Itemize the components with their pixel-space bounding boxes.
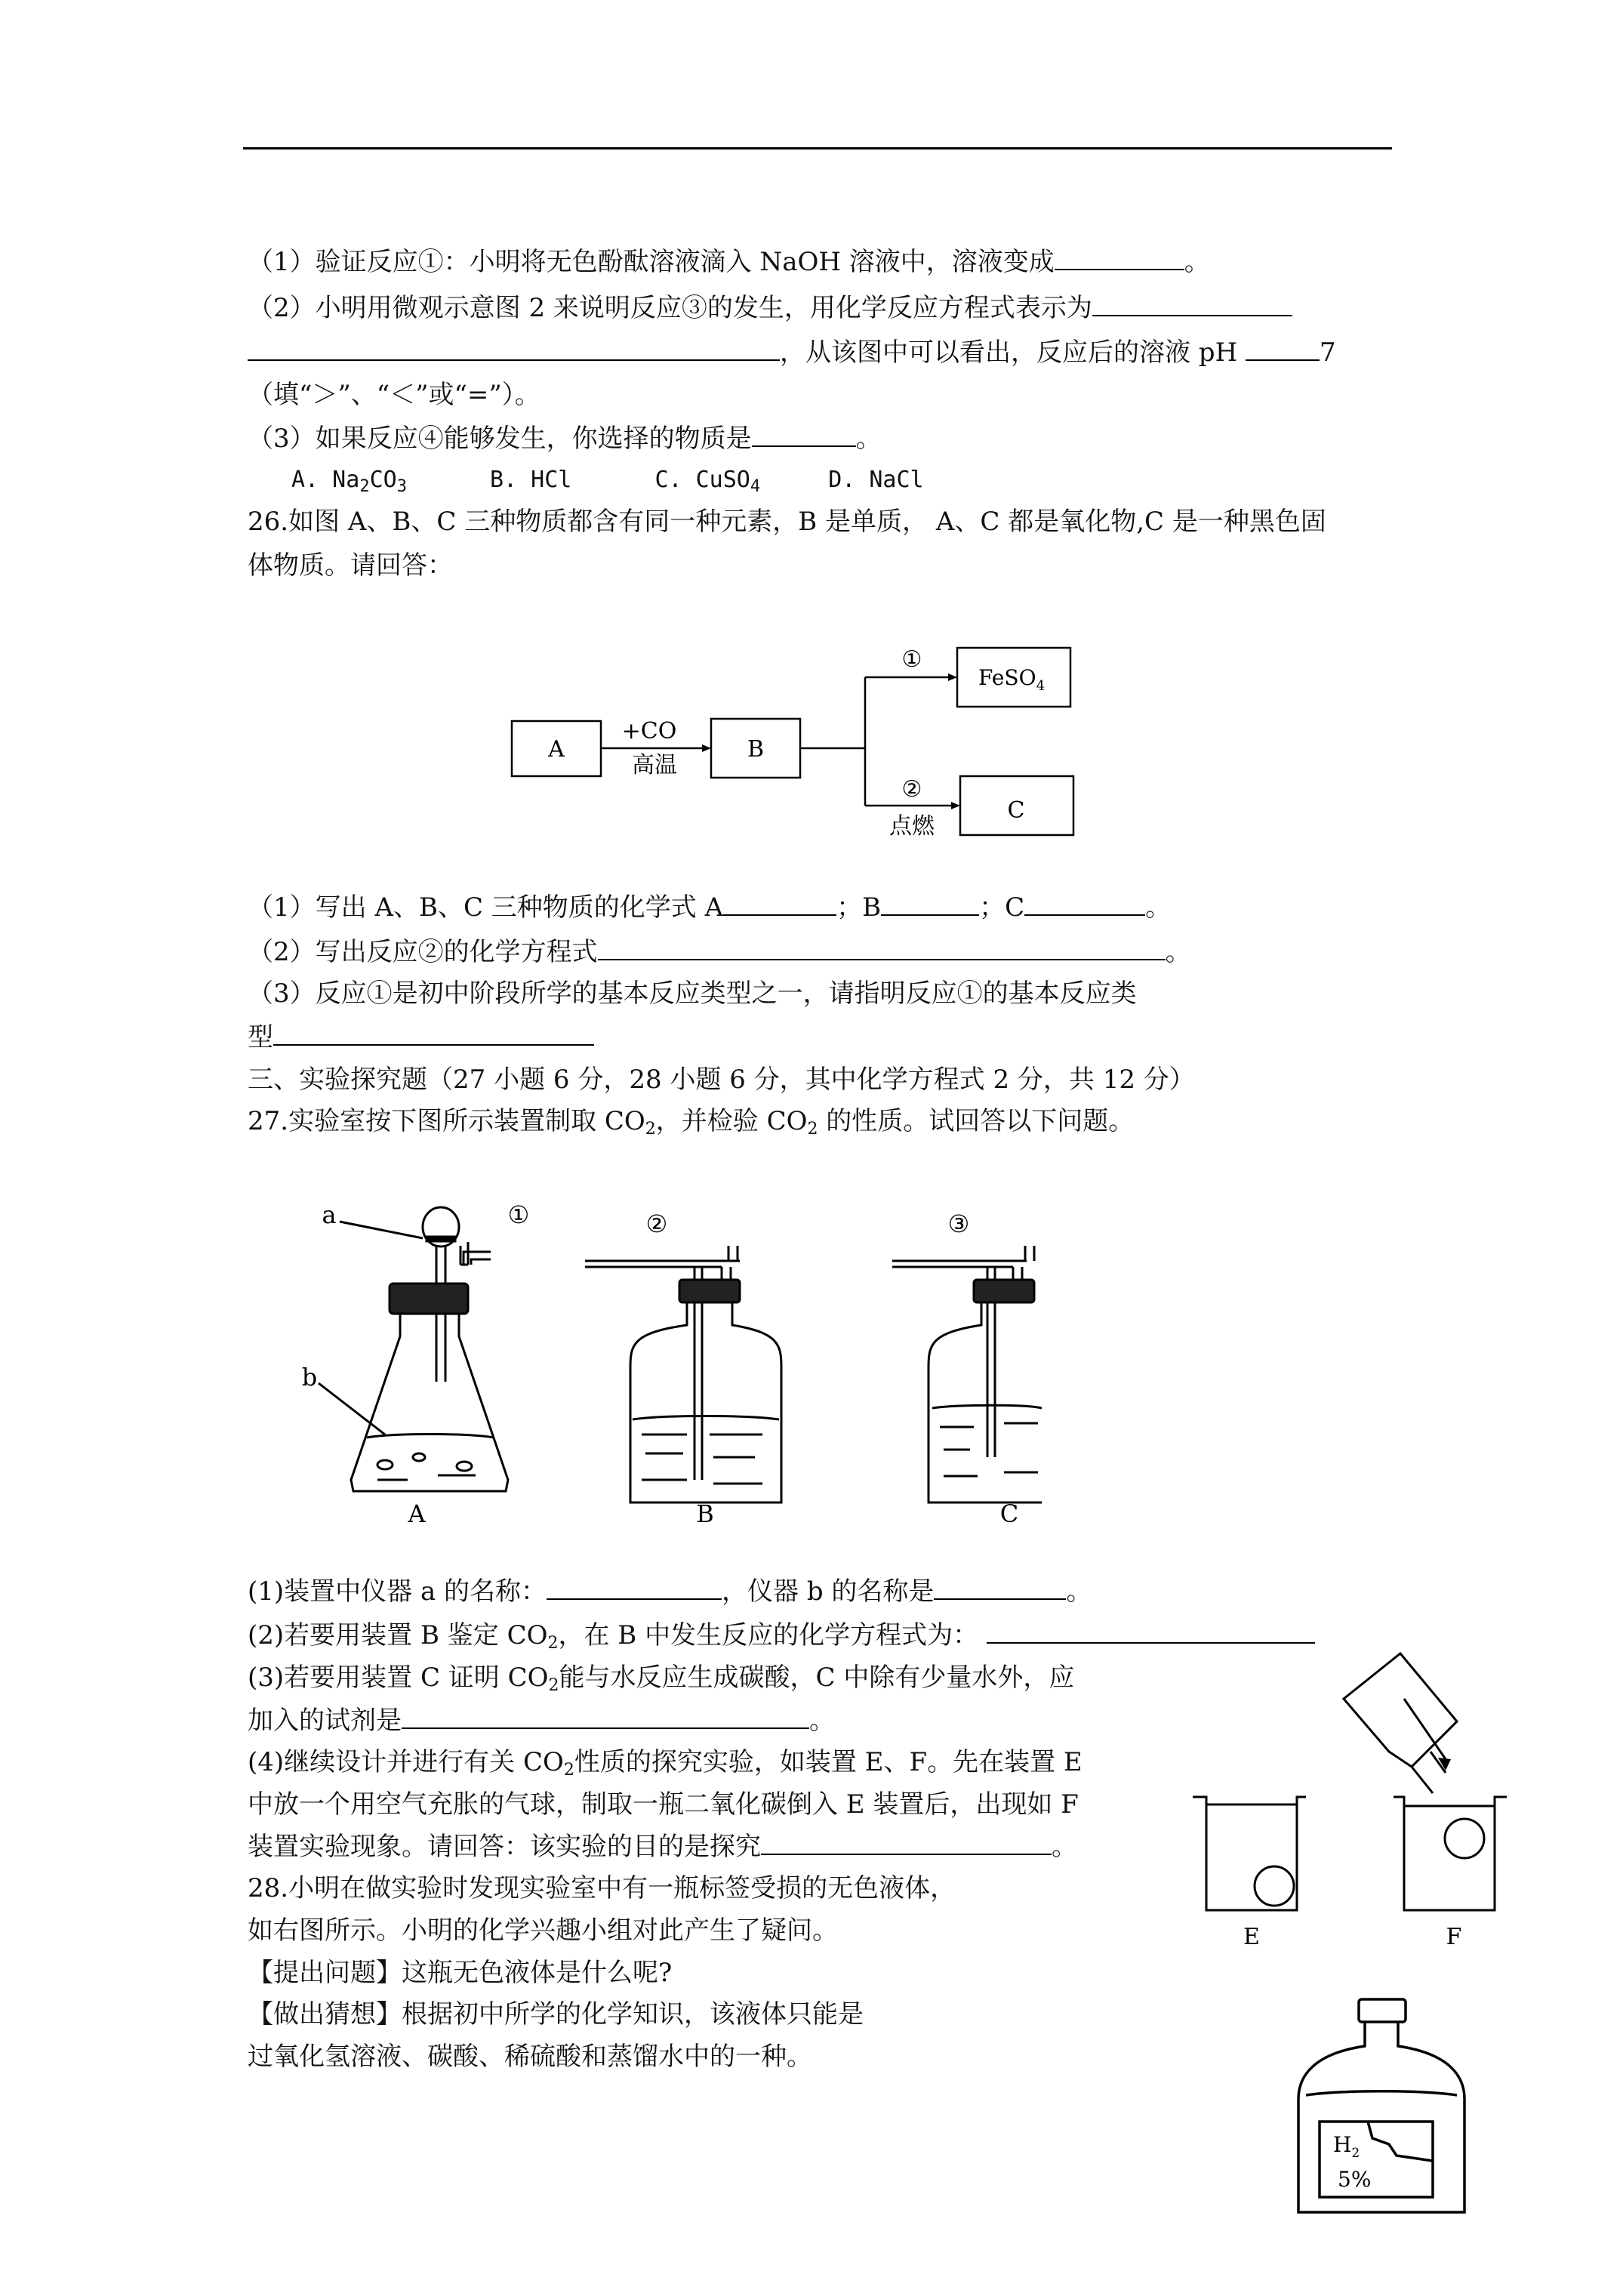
q26-part2: （2）写出反应②的化学方程式 。: [248, 937, 1191, 967]
q26-part1: （1）写出 A、B、C 三种物质的化学式 A ；B ；C 。: [248, 892, 1172, 923]
branch-2-number: ②: [901, 776, 922, 803]
q28-stem-cont: 如右图所示。小明的化学兴趣小组对此产生了疑问。: [248, 1915, 838, 1946]
reagent-bottle-figure: [1283, 1993, 1480, 2220]
q28-hypothesis: 【做出猜想】根据初中所学的化学知识，该液体只能是: [248, 1999, 864, 2029]
q27-part4: (4)继续设计并进行有关 $CO_2$性质的探究实验，如装置 E、F。先在装置 E: [248, 1747, 1083, 1780]
q25-part3: （3）如果反应④能够发生，你选择的物质是 。: [248, 424, 882, 454]
reaction-flow-diagram: [498, 634, 1102, 853]
number-1: ①: [507, 1200, 530, 1229]
header-rule: [243, 147, 1392, 149]
q27-stem: 27.实验室按下图所示装置制取 $CO_2$，并检验 $CO_2$ 的性质。试回答以下问题。: [248, 1106, 1135, 1139]
branch-1-number: ①: [901, 646, 922, 673]
q27-part3: (3)若要用装置 C 证明 $CO_2$能与水反应生成碳酸，C 中除有少量水外，应: [248, 1663, 1075, 1695]
number-2: ②: [645, 1210, 668, 1238]
q28-question: 【提出问题】这瓶无色液体是什么呢?: [248, 1958, 673, 1988]
caption-f: F: [1446, 1924, 1462, 1948]
balloon-e: [1255, 1866, 1294, 1906]
apparatus-b: [585, 1246, 781, 1502]
q25-part2: （2）小明用微观示意图 2 来说明反应③的发生，用化学反应方程式表示为: [248, 292, 1292, 323]
box-c-label: C: [1007, 797, 1025, 824]
beaker-f: [1344, 1653, 1507, 1910]
bottle-stopper: [1359, 1999, 1406, 2022]
box-b-label: B: [747, 736, 765, 763]
box-a-label: A: [548, 736, 565, 763]
apparatus-c: [892, 1246, 1042, 1502]
arrow-reagent: +CO: [621, 718, 677, 744]
bottle-label-percent: 5%: [1338, 2167, 1372, 2192]
q28-stem: 28.小明在做实验时发现实验室中有一瓶标签受损的无色液体，: [248, 1873, 956, 1903]
branch-2-condition: 点燃: [889, 813, 935, 840]
q27-part3-cont: 加入的试剂是 。: [248, 1706, 835, 1736]
q27-part4-cont2: 装置实验现象。请回答：该实验的目的是探究 。: [248, 1832, 1077, 1862]
option-c: C. CuSO$_4$: [654, 467, 761, 496]
q25-part1: （1）验证反应①：小明将无色酚酞溶液滴入 NaOH 溶液中，溶液变成 。: [248, 247, 1210, 277]
q25-options: [291, 465, 924, 495]
q26-part3-cont: 型: [248, 1022, 594, 1052]
q27-part2: (2)若要用装置 B 鉴定 $CO_2$，在 B 中发生反应的化学方程式为：: [248, 1620, 1315, 1650]
caption-c: C: [999, 1499, 1019, 1525]
number-3: ③: [947, 1210, 970, 1238]
bottle-label-formula: $H_2$: [1333, 2132, 1360, 2161]
beaker-e: [1193, 1797, 1306, 1910]
caption-a: A: [408, 1499, 426, 1525]
arrow-condition: 高温: [632, 752, 677, 778]
apparatus-a: [351, 1207, 508, 1491]
option-a: A. $Na_2CO_3$: [291, 467, 407, 496]
q25-part2-note: （填“＞”、“＜”或“=”）。: [248, 380, 540, 410]
label-a: a: [322, 1200, 337, 1229]
box-feso4-label: FeSO$_4$: [978, 665, 1046, 694]
beakers-ef-figure: [1185, 1646, 1532, 1948]
apparatus-figure: [287, 1193, 1042, 1525]
caption-b: B: [696, 1499, 714, 1525]
balloon-f: [1445, 1819, 1484, 1858]
q28-hypothesis-cont: 过氧化氢溶液、碳酸、稀硫酸和蒸馏水中的一种。: [248, 2042, 812, 2072]
q26-part3: （3）反应①是初中阶段所学的基本反应类型之一，请指明反应①的基本反应类: [248, 978, 1137, 1009]
q26-stem-cont: 体物质。请回答：: [248, 550, 453, 581]
section-heading: 三、实验探究题（27 小题 6 分，28 小题 6 分，其中化学方程式 2 分，共 12 分）: [248, 1065, 1195, 1095]
q27-part4-cont: 中放一个用空气充胀的气球，制取一瓶二氧化碳倒入 E 装置后，出现如 F: [248, 1789, 1079, 1820]
q26-stem: 26.如图 A、B、C 三种物质都含有同一种元素，B 是单质， A、C 都是氧化物,C 是一种黑色固: [248, 507, 1326, 537]
option-d: D. NaCl: [828, 467, 924, 493]
label-b: b: [301, 1363, 318, 1391]
pointer-a: [340, 1222, 423, 1238]
option-b: B. HCl: [490, 467, 572, 493]
caption-e: E: [1243, 1924, 1260, 1948]
q25-part2-cont: ，从该图中可以看出，反应后的溶液 pH 7: [248, 337, 1336, 368]
q27-part1: (1)装置中仪器 a 的名称： ，仪器 b 的名称是 。: [248, 1576, 1092, 1607]
